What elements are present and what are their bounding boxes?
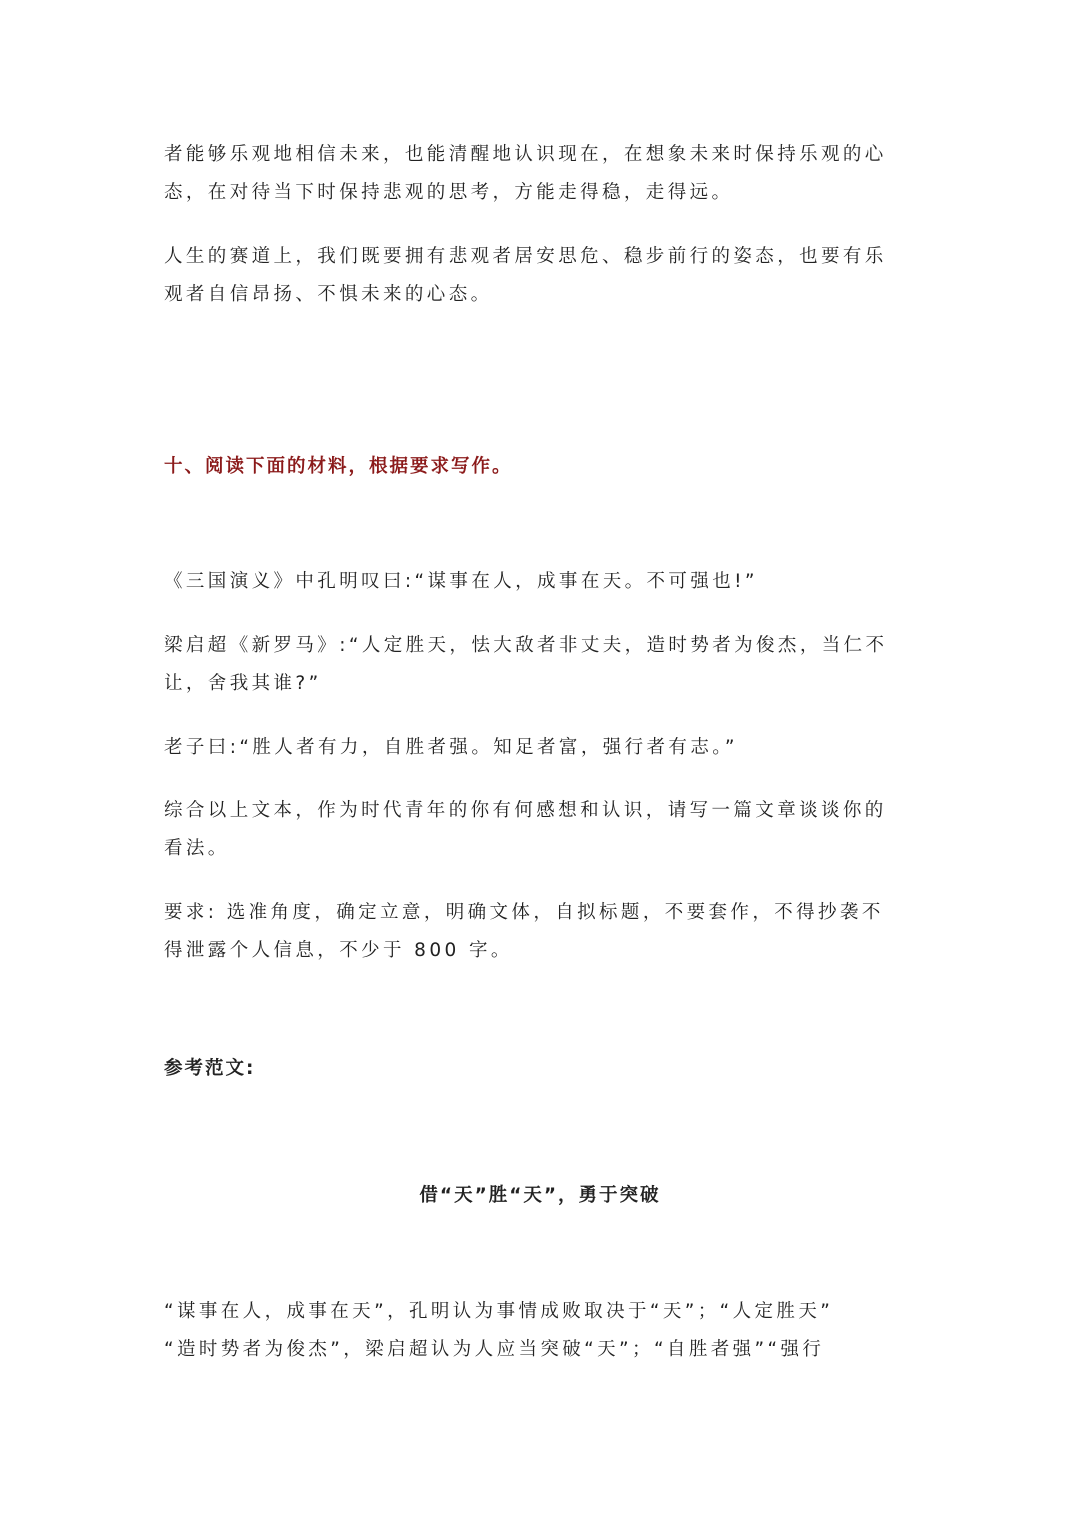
writing-prompt xyxy=(164,792,916,868)
paragraph-line: 综合以上文本，作为时代青年的你有何感想和认识，请写一篇文章谈谈你的 xyxy=(164,800,887,821)
paragraph-line: 老子曰:“胜人者有力，自胜者强。知足者富，强行者有志。” xyxy=(164,737,738,758)
paragraph-line: 态，在对待当下时保持悲观的思考，方能走得稳，走得远。 xyxy=(164,182,734,203)
paragraph-line: 让，舍我其谁?” xyxy=(164,673,322,694)
paragraph-line: “造时势者为俊杰”，梁启超认为人应当突破“天”；“自胜者强”“强行 xyxy=(164,1339,825,1360)
paragraph-life-track xyxy=(164,238,916,314)
essay-title: 借“天”胜“天”，勇于突破 xyxy=(419,1185,661,1206)
reference-label: 参考范文: xyxy=(164,1058,256,1079)
paragraph-line: 看法。 xyxy=(164,838,230,859)
material-laozi xyxy=(164,729,916,767)
section-heading: 十、阅读下面的材料，根据要求写作。 xyxy=(164,456,513,477)
paragraph-line: 得泄露个人信息，不少于 800 字。 xyxy=(164,940,513,961)
paragraph-line: 要求: 选准角度，确定立意，明确文体，自拟标题，不要套作，不得抄袭不 xyxy=(164,902,884,923)
paragraph-line: 者能够乐观地相信未来，也能清醒地认识现在，在想象未来时保持乐观的心 xyxy=(164,144,887,165)
paragraph-line: 《三国演义》中孔明叹曰:“谋事在人，成事在天。不可强也!” xyxy=(164,571,758,592)
paragraph-line: “谋事在人，成事在天”，孔明认为事情成败取决于“天”；“人定胜天” xyxy=(164,1301,834,1322)
material-sanguo xyxy=(164,563,916,601)
paragraph-line: 人生的赛道上，我们既要拥有悲观者居安思危、稳步前行的姿态，也要有乐 xyxy=(164,246,887,267)
writing-requirements xyxy=(164,894,916,970)
paragraph-optimism-conclusion xyxy=(164,136,916,212)
paragraph-line: 梁启超《新罗马》:“人定胜天，怯大敌者非丈夫，造时势者为俊杰，当仁不 xyxy=(164,635,888,656)
essay-body xyxy=(164,1293,916,1369)
material-liang-qichao xyxy=(164,627,916,703)
paragraph-line: 观者自信昂扬、不惧未来的心态。 xyxy=(164,284,493,305)
